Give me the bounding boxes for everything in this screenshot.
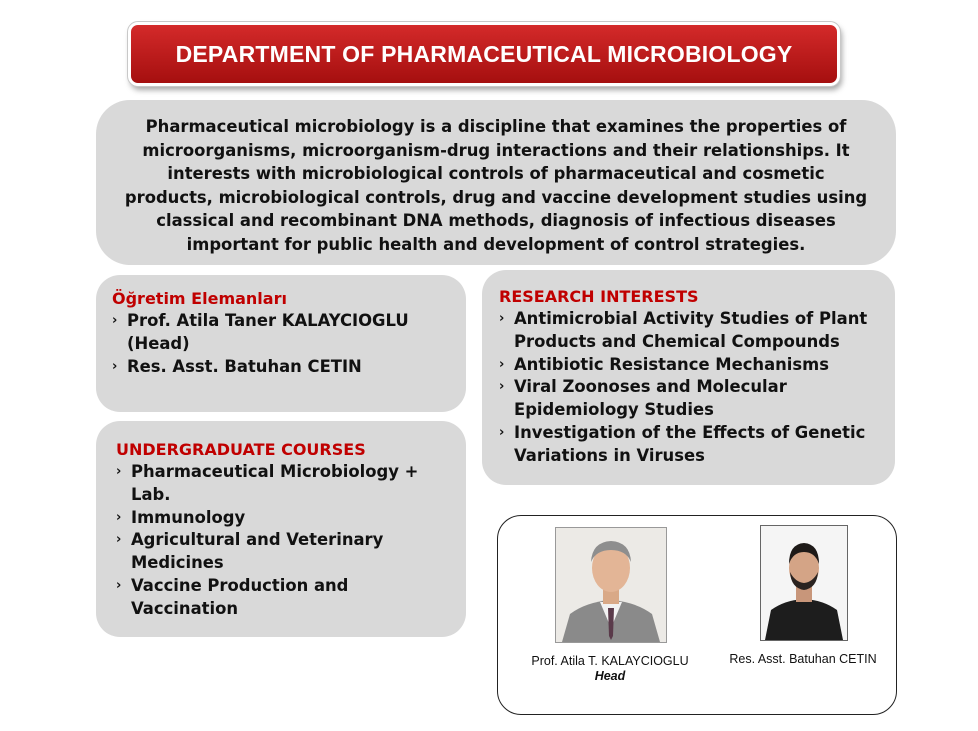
staff-item [112, 356, 454, 379]
caption-assistant: Res. Asst. Batuhan CETIN [729, 652, 877, 666]
bullet-icon: › [116, 577, 122, 593]
research-item-label: Antibiotic Resistance Mechanisms [514, 354, 830, 374]
research-item-label: Viral Zoonoses and Molecular Epidemiology Studies [514, 377, 787, 420]
course-item [116, 575, 454, 621]
course-item [116, 507, 454, 530]
course-item [116, 461, 454, 507]
intro-paragraph: Pharmaceutical microbiology is a discipline that examines the properties of microorganisms, microorganism-drug interactions and their relationships. It interests with microbiological controls of pharmaceutical and cosmetic products, microbiological controls, drug and vaccine development studies using classical and recombinant DNA methods, diagnosis of infectious diseases important for public health and development of control strategies. [96, 100, 896, 265]
staff-list [112, 310, 454, 378]
research-item [499, 422, 883, 468]
bullet-icon: › [116, 509, 122, 525]
bullet-icon: › [116, 464, 122, 479]
bullet-icon: › [112, 358, 118, 374]
caption-head-role: Head [594, 669, 626, 683]
caption-head [520, 654, 700, 683]
research-item [499, 354, 883, 377]
title-banner [128, 22, 840, 86]
bullet-icon: › [116, 532, 122, 548]
photo-panel [497, 515, 897, 715]
research-list [499, 308, 883, 468]
bullet-icon: › [499, 311, 505, 326]
staff-item-label: Res. Asst. Batuhan CETIN [127, 356, 362, 376]
staff-item-label: Prof. Atila Taner KALAYCIOGLU (Head) [127, 311, 409, 353]
portrait-head-image [556, 528, 666, 642]
staff-item [112, 310, 454, 356]
course-item-label: Agricultural and Veterinary Medicines [131, 530, 384, 573]
research-item-label: Antimicrobial Activity Studies of Plant Products and Chemical Compounds [514, 309, 868, 351]
portrait-photo-head [555, 527, 667, 643]
bullet-icon: › [112, 313, 118, 328]
bullet-icon: › [499, 356, 505, 372]
staff-panel [96, 275, 466, 412]
caption-head-name: Prof. Atila T. KALAYCIOGLU [531, 654, 689, 668]
bullet-icon: › [499, 424, 505, 440]
research-item [499, 376, 883, 422]
research-item-label: Investigation of the Effects of Genetic Variations in Viruses [514, 422, 866, 465]
bullet-icon: › [499, 379, 505, 395]
research-item [499, 308, 883, 354]
course-item-label: Immunology [131, 507, 246, 527]
courses-title: UNDERGRADUATE COURSES [116, 440, 366, 459]
page-title: DEPARTMENT OF PHARMACEUTICAL MICROBIOLOGY [175, 40, 793, 67]
research-title: RESEARCH INTERESTS [499, 287, 699, 306]
portrait-assistant-image [761, 526, 847, 640]
course-item [116, 529, 454, 575]
course-item-label: Pharmaceutical Microbiology + Lab. [131, 462, 419, 504]
portrait-photo-assistant [760, 525, 848, 641]
course-item-label: Vaccine Production and Vaccination [131, 575, 349, 618]
courses-list [116, 461, 454, 621]
research-panel [482, 270, 895, 485]
staff-title: Öğretim Elemanları [112, 289, 287, 308]
courses-panel [96, 421, 466, 637]
